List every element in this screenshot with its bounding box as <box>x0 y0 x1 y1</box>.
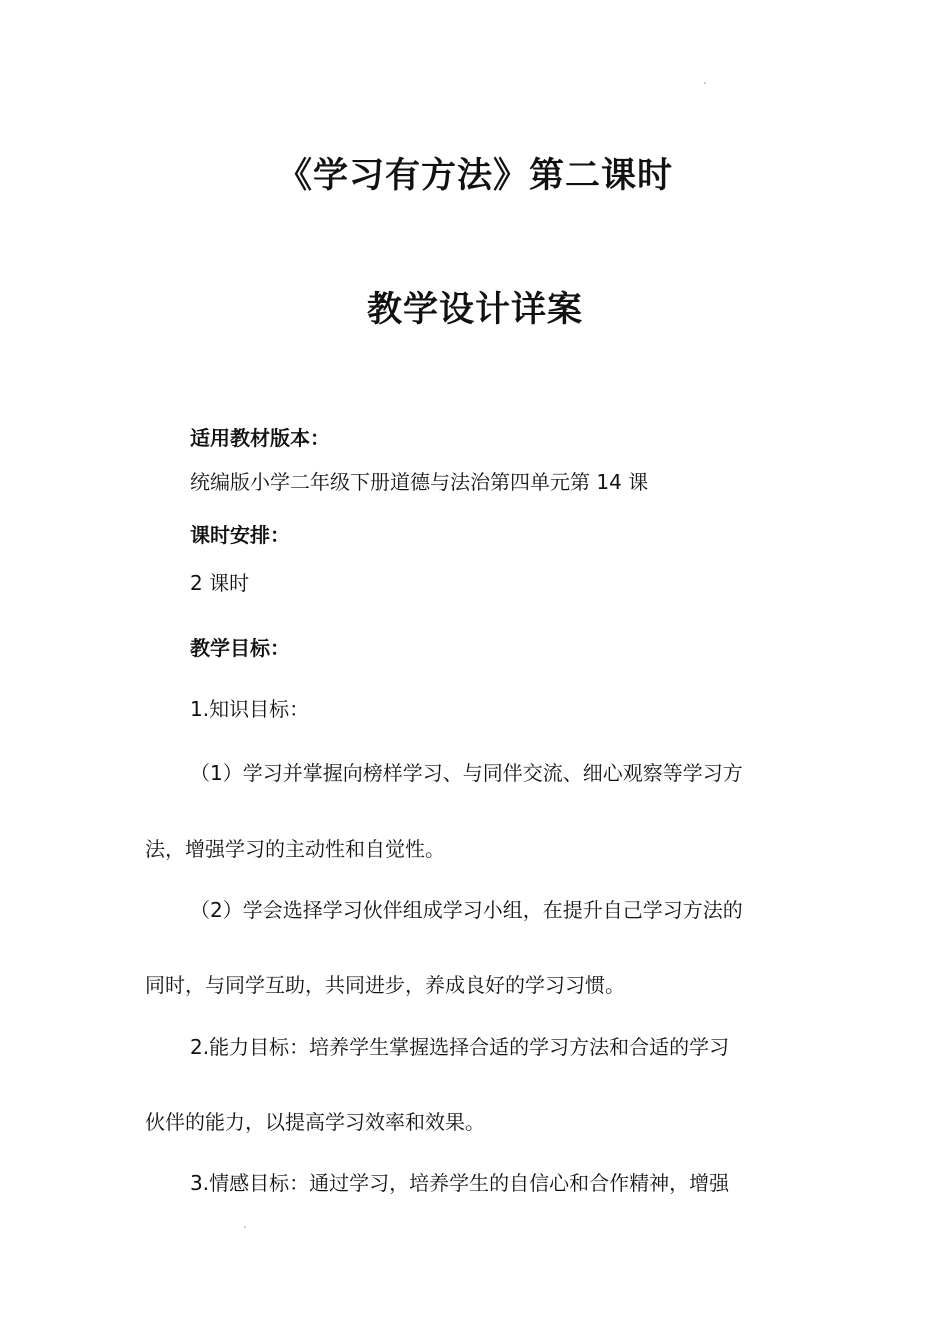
period-value: 2 课时 <box>190 571 250 595</box>
document-title: 《学习有方法》第二课时 <box>276 156 673 196</box>
textbook-value: 统编版小学二年级下册道德与法治第四单元第 14 课 <box>190 470 649 494</box>
textbook-label: 适用教材版本： <box>190 426 330 450</box>
knowledge-goal-1-line2: 法，增强学习的主动性和自觉性。 <box>145 837 445 861</box>
ability-goal-line2: 伙伴的能力，以提高学习效率和效果。 <box>145 1110 485 1134</box>
document-subtitle: 教学设计详案 <box>366 290 583 330</box>
knowledge-goal-2-line2: 同时，与同学互助，共同进步，养成良好的学习习惯。 <box>145 973 625 997</box>
emotion-goal-line1: 3.情感目标：通过学习，培养学生的自信心和合作精神，增强 <box>190 1171 730 1195</box>
scan-mark <box>704 82 706 84</box>
goals-label: 教学目标： <box>190 636 290 660</box>
scan-mark <box>244 1226 246 1228</box>
knowledge-goal-heading: 1.知识目标： <box>190 697 310 721</box>
knowledge-goal-1-line1: （1）学习并掌握向榜样学习、与同伴交流、细心观察等学习方 <box>190 761 743 785</box>
knowledge-goal-2-line1: （2）学会选择学习伙伴组成学习小组，在提升自己学习方法的 <box>190 898 743 922</box>
period-label: 课时安排： <box>190 523 290 547</box>
ability-goal-line1: 2.能力目标：培养学生掌握选择合适的学习方法和合适的学习 <box>190 1035 730 1059</box>
